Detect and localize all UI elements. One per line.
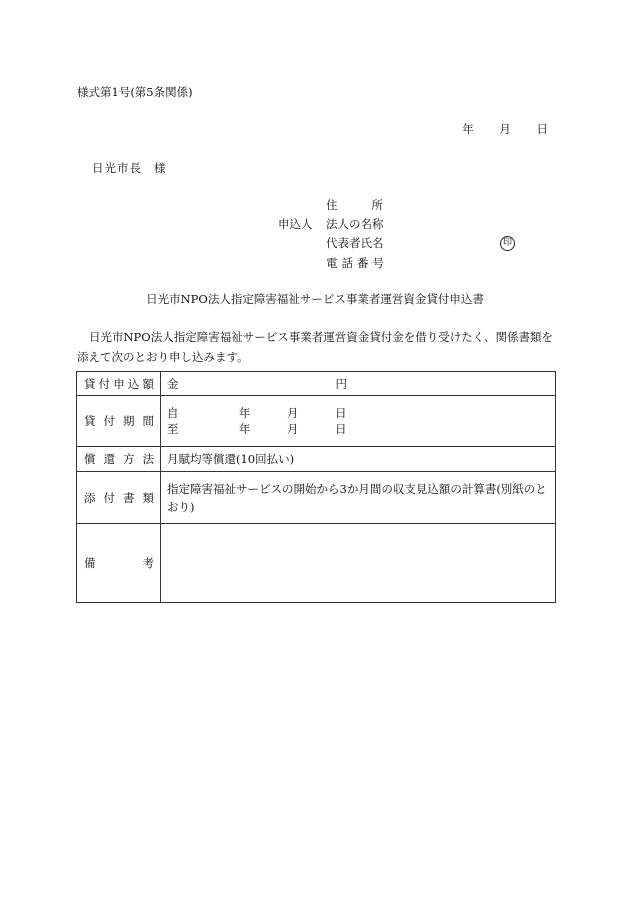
address-label-second: 所 (371, 198, 383, 212)
loan-amount-prefix: 金 (167, 376, 179, 391)
addressee (92, 160, 167, 176)
date-year-label: 年 (462, 122, 474, 136)
date-line (462, 121, 548, 137)
representative-name-label: 代表者氏名 (326, 236, 384, 250)
repayment-method-label: 償還方法 (77, 447, 161, 472)
form-number: 様式第1号(第5条関係) (77, 85, 193, 99)
loan-period-field[interactable] (161, 396, 556, 447)
loan-amount-row (77, 372, 556, 396)
period-from-year: 年 (239, 406, 251, 420)
loan-period-from-line (167, 405, 549, 421)
period-to-year: 年 (239, 422, 251, 436)
loan-period-label: 貸付期間 (77, 396, 161, 447)
period-from-label: 自 (167, 406, 179, 420)
remarks-label: 備考 (77, 524, 161, 603)
attachments-label: 添付書類 (77, 472, 161, 524)
attachments-value: 指定障害福祉サービスの開始から3か月間の収支見込額の計算書(別紙のとおり) (161, 472, 556, 524)
period-to-label: 至 (167, 422, 179, 436)
loan-amount-unit: 円 (335, 376, 347, 391)
applicant-role-label: 申込人 (278, 217, 313, 231)
address-label (326, 197, 383, 213)
attachments-row (77, 472, 556, 524)
period-to-month: 月 (287, 422, 299, 436)
date-month-label: 月 (499, 122, 511, 136)
loan-amount-field[interactable] (161, 372, 556, 396)
loan-period-to-line (167, 421, 549, 437)
period-to-day: 日 (335, 422, 347, 436)
phone-number-label: 電話番号 (326, 256, 388, 270)
application-statement: 日光市NPO法人指定障害福祉サービス事業者運営資金貸付金を借り受けたく、関係書類を添えて次のとおり申し込みます。 (77, 330, 553, 364)
loan-amount-label: 貸付申込額 (77, 372, 161, 396)
remarks-row (77, 524, 556, 603)
addressee-name: 日光市長 (92, 161, 142, 175)
corporation-name-label: 法人の名称 (326, 217, 384, 231)
seal-mark: 印 (500, 236, 515, 251)
application-form-table (76, 371, 556, 603)
loan-period-row (77, 396, 556, 447)
repayment-method-row (77, 447, 556, 472)
document-title: 日光市NPO法人指定障害福祉サービス事業者運営資金貸付申込書 (146, 292, 484, 306)
repayment-method-value: 月賦均等償還(10回払い) (161, 447, 556, 472)
addressee-honorific: 様 (154, 161, 167, 175)
remarks-field[interactable] (161, 524, 556, 603)
period-from-month: 月 (287, 406, 299, 420)
address-label-first: 住 (326, 198, 338, 212)
date-day-label: 日 (536, 122, 548, 136)
period-from-day: 日 (335, 406, 347, 420)
